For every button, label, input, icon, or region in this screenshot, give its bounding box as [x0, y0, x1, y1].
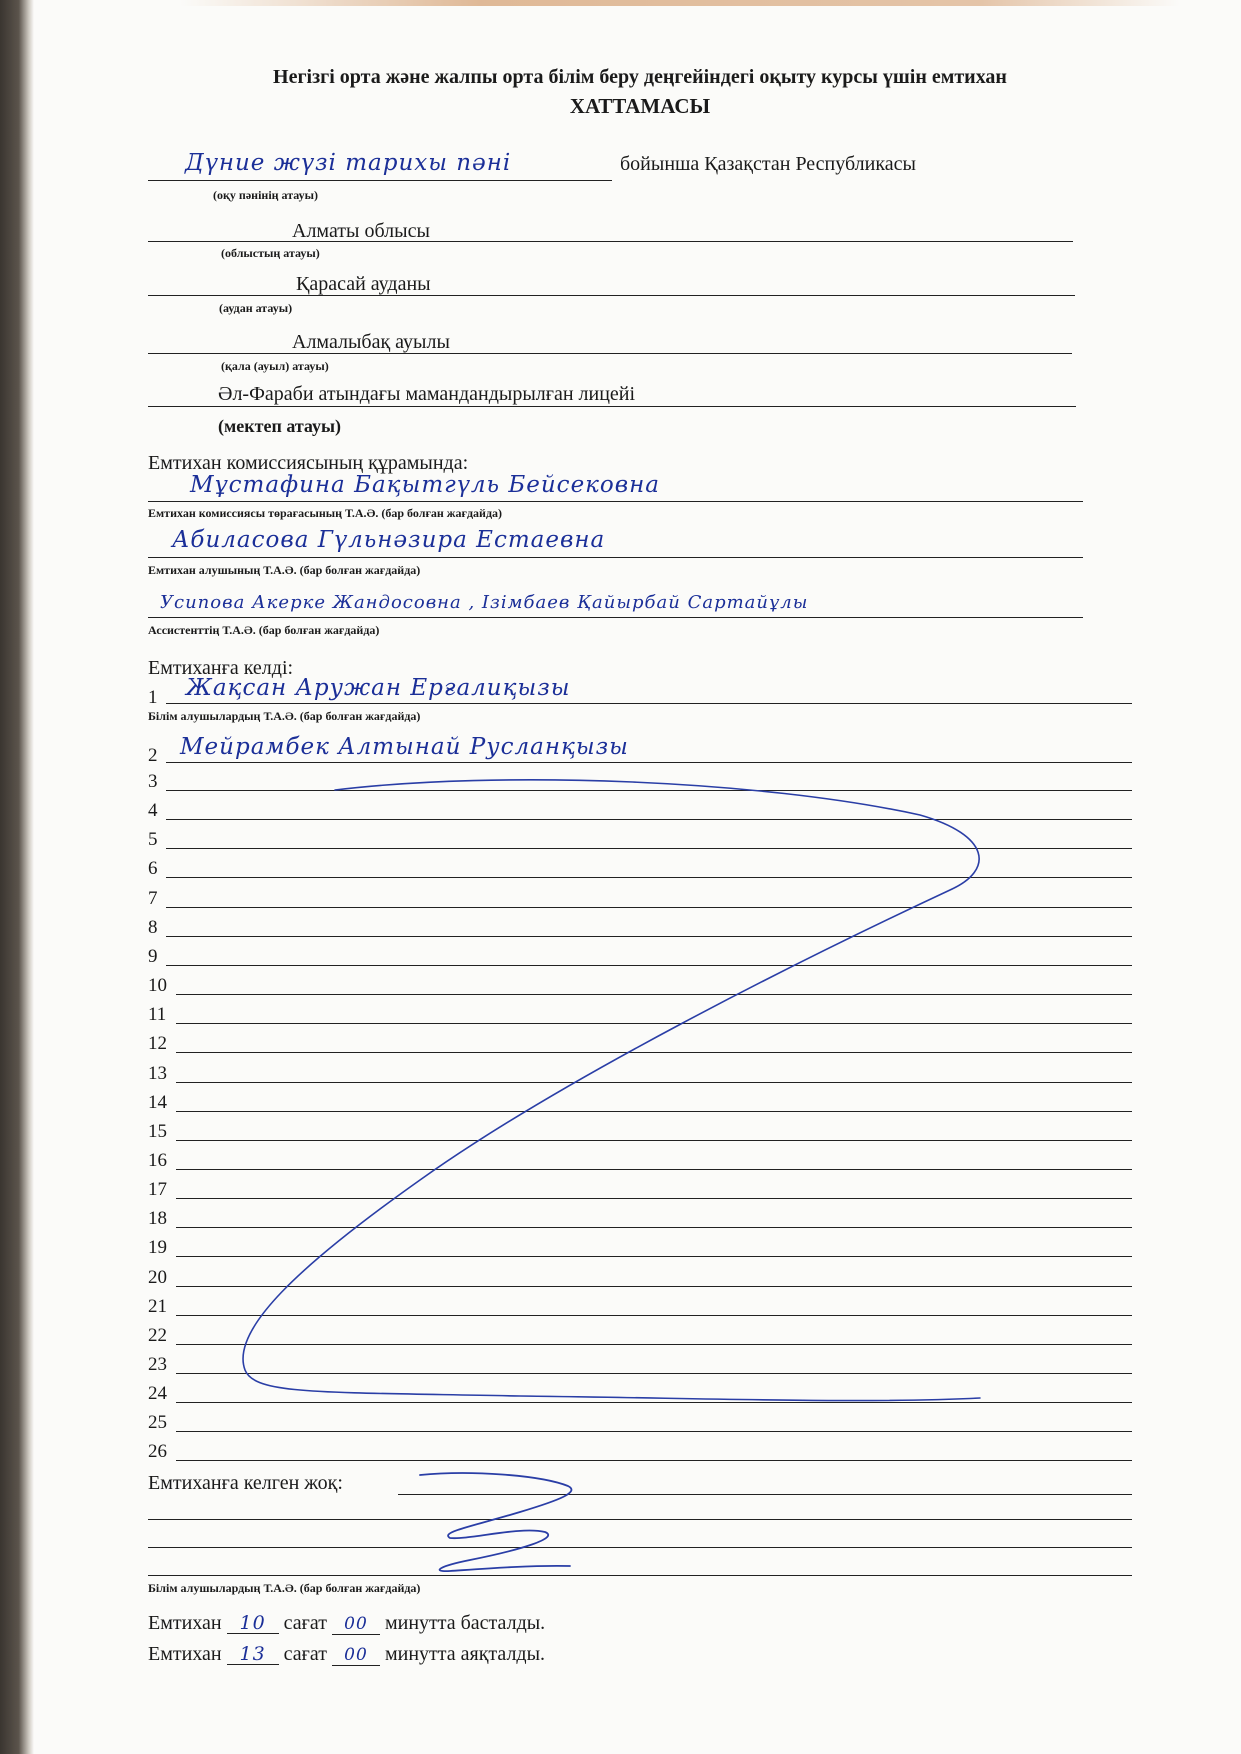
row-number: 12	[148, 1033, 167, 1055]
school-caption: (мектеп атауы)	[218, 416, 342, 436]
row-number: 18	[148, 1208, 167, 1230]
end-minute-handwritten: 00	[344, 1645, 368, 1665]
attended-heading: Емтиханға келді:	[148, 657, 294, 679]
row-number: 21	[148, 1295, 167, 1317]
row-number: 1	[148, 687, 158, 708]
end-hour-handwritten: 13	[239, 1643, 266, 1665]
row-number: 14	[148, 1091, 167, 1113]
chair-caption: Емтихан комиссиясы төрағасының Т.А.Ә. (бар болған жағдайда)	[148, 506, 503, 520]
row-number: 22	[148, 1324, 167, 1346]
absent-caption: Білім алушылардың Т.А.Ә. (бар болған жағдайда)	[148, 1581, 421, 1595]
row-number: 15	[148, 1120, 167, 1142]
row-number: 5	[148, 829, 158, 851]
locality-value: Алмалыбақ ауылы	[292, 331, 450, 353]
row-number: 10	[148, 975, 167, 997]
row-number: 20	[148, 1266, 167, 1288]
school-value: Әл-Фараби атындағы мамандандырылған лицейі	[218, 383, 636, 405]
student-1-handwritten: Жақсан Аружан Ерғалиқызы	[186, 675, 571, 701]
row-number: 11	[148, 1004, 167, 1026]
subject-caption: (оқу пәнінің атауы)	[213, 188, 319, 202]
region-caption: (облыстың атауы)	[221, 246, 320, 260]
start-prefix: Емтихан	[148, 1612, 222, 1634]
row-number: 3	[148, 771, 158, 792]
absent-strike-scribble	[420, 1473, 571, 1571]
row-number: 23	[148, 1354, 167, 1375]
protocol-title-line1: Негізгі орта және жалпы орта білім беру деңгейіндегі оқыту курсы үшін емтихан	[273, 66, 1007, 88]
assistant-caption: Ассистенттің Т.А.Ә. (бар болған жағдайда)	[148, 623, 380, 637]
row-number: 9	[148, 945, 158, 967]
end-hour-label: сағат	[283, 1643, 327, 1665]
commission-heading: Емтихан комиссиясының құрамында:	[148, 452, 469, 474]
start-minute-handwritten: 00	[344, 1614, 368, 1634]
examiner-handwritten: Абиласова Гүльнәзира Естаевна	[172, 527, 606, 553]
row-number: 25	[148, 1412, 167, 1434]
row-number: 17	[148, 1179, 167, 1201]
district-caption: (аудан атауы)	[219, 301, 293, 315]
end-suffix: минутта аяқталды.	[384, 1643, 546, 1665]
row-number: 7	[148, 887, 158, 909]
row-number: 8	[148, 916, 158, 938]
absent-heading: Емтиханға келген жоқ:	[148, 1472, 343, 1494]
student-2-handwritten: Мейрамбек Алтынай Русланқызы	[180, 734, 629, 760]
row-number: 2	[148, 745, 158, 766]
row-number: 6	[148, 858, 158, 880]
student-caption: Білім алушылардың Т.А.Ә. (бар болған жағдайда)	[148, 709, 421, 723]
row-number: 13	[148, 1062, 167, 1084]
start-suffix: минутта басталды.	[384, 1612, 546, 1634]
chair-handwritten: Мұстафина Бақытгүль Бейсековна	[190, 472, 661, 498]
start-hour-handwritten: 10	[239, 1612, 266, 1634]
subject-suffix: бойынша Қазақстан Республикасы	[620, 153, 916, 175]
examiner-caption: Емтихан алушының Т.А.Ә. (бар болған жағдайда)	[148, 563, 421, 577]
row-number: 19	[148, 1237, 167, 1259]
protocol-title-line2: ХАТТАМАСЫ	[569, 94, 711, 118]
row-number: 4	[148, 800, 158, 822]
start-hour-label: сағат	[283, 1612, 327, 1634]
district-value: Қарасай ауданы	[296, 273, 431, 295]
assistant-handwritten: Усипова Акерке Жандосовна , Ізімбаев Қайырбай Сартайұлы	[160, 592, 809, 613]
row-number: 16	[148, 1149, 167, 1171]
locality-caption: (қала (ауыл) атауы)	[221, 359, 329, 373]
region-value: Алматы облысы	[292, 220, 430, 242]
row-number: 26	[148, 1441, 167, 1463]
row-number: 24	[148, 1383, 167, 1405]
empty-rows-strike-scribble	[243, 780, 980, 1401]
subject-handwritten: Дүние жүзі тарихы пәні	[185, 150, 512, 176]
end-prefix: Емтихан	[148, 1643, 222, 1665]
